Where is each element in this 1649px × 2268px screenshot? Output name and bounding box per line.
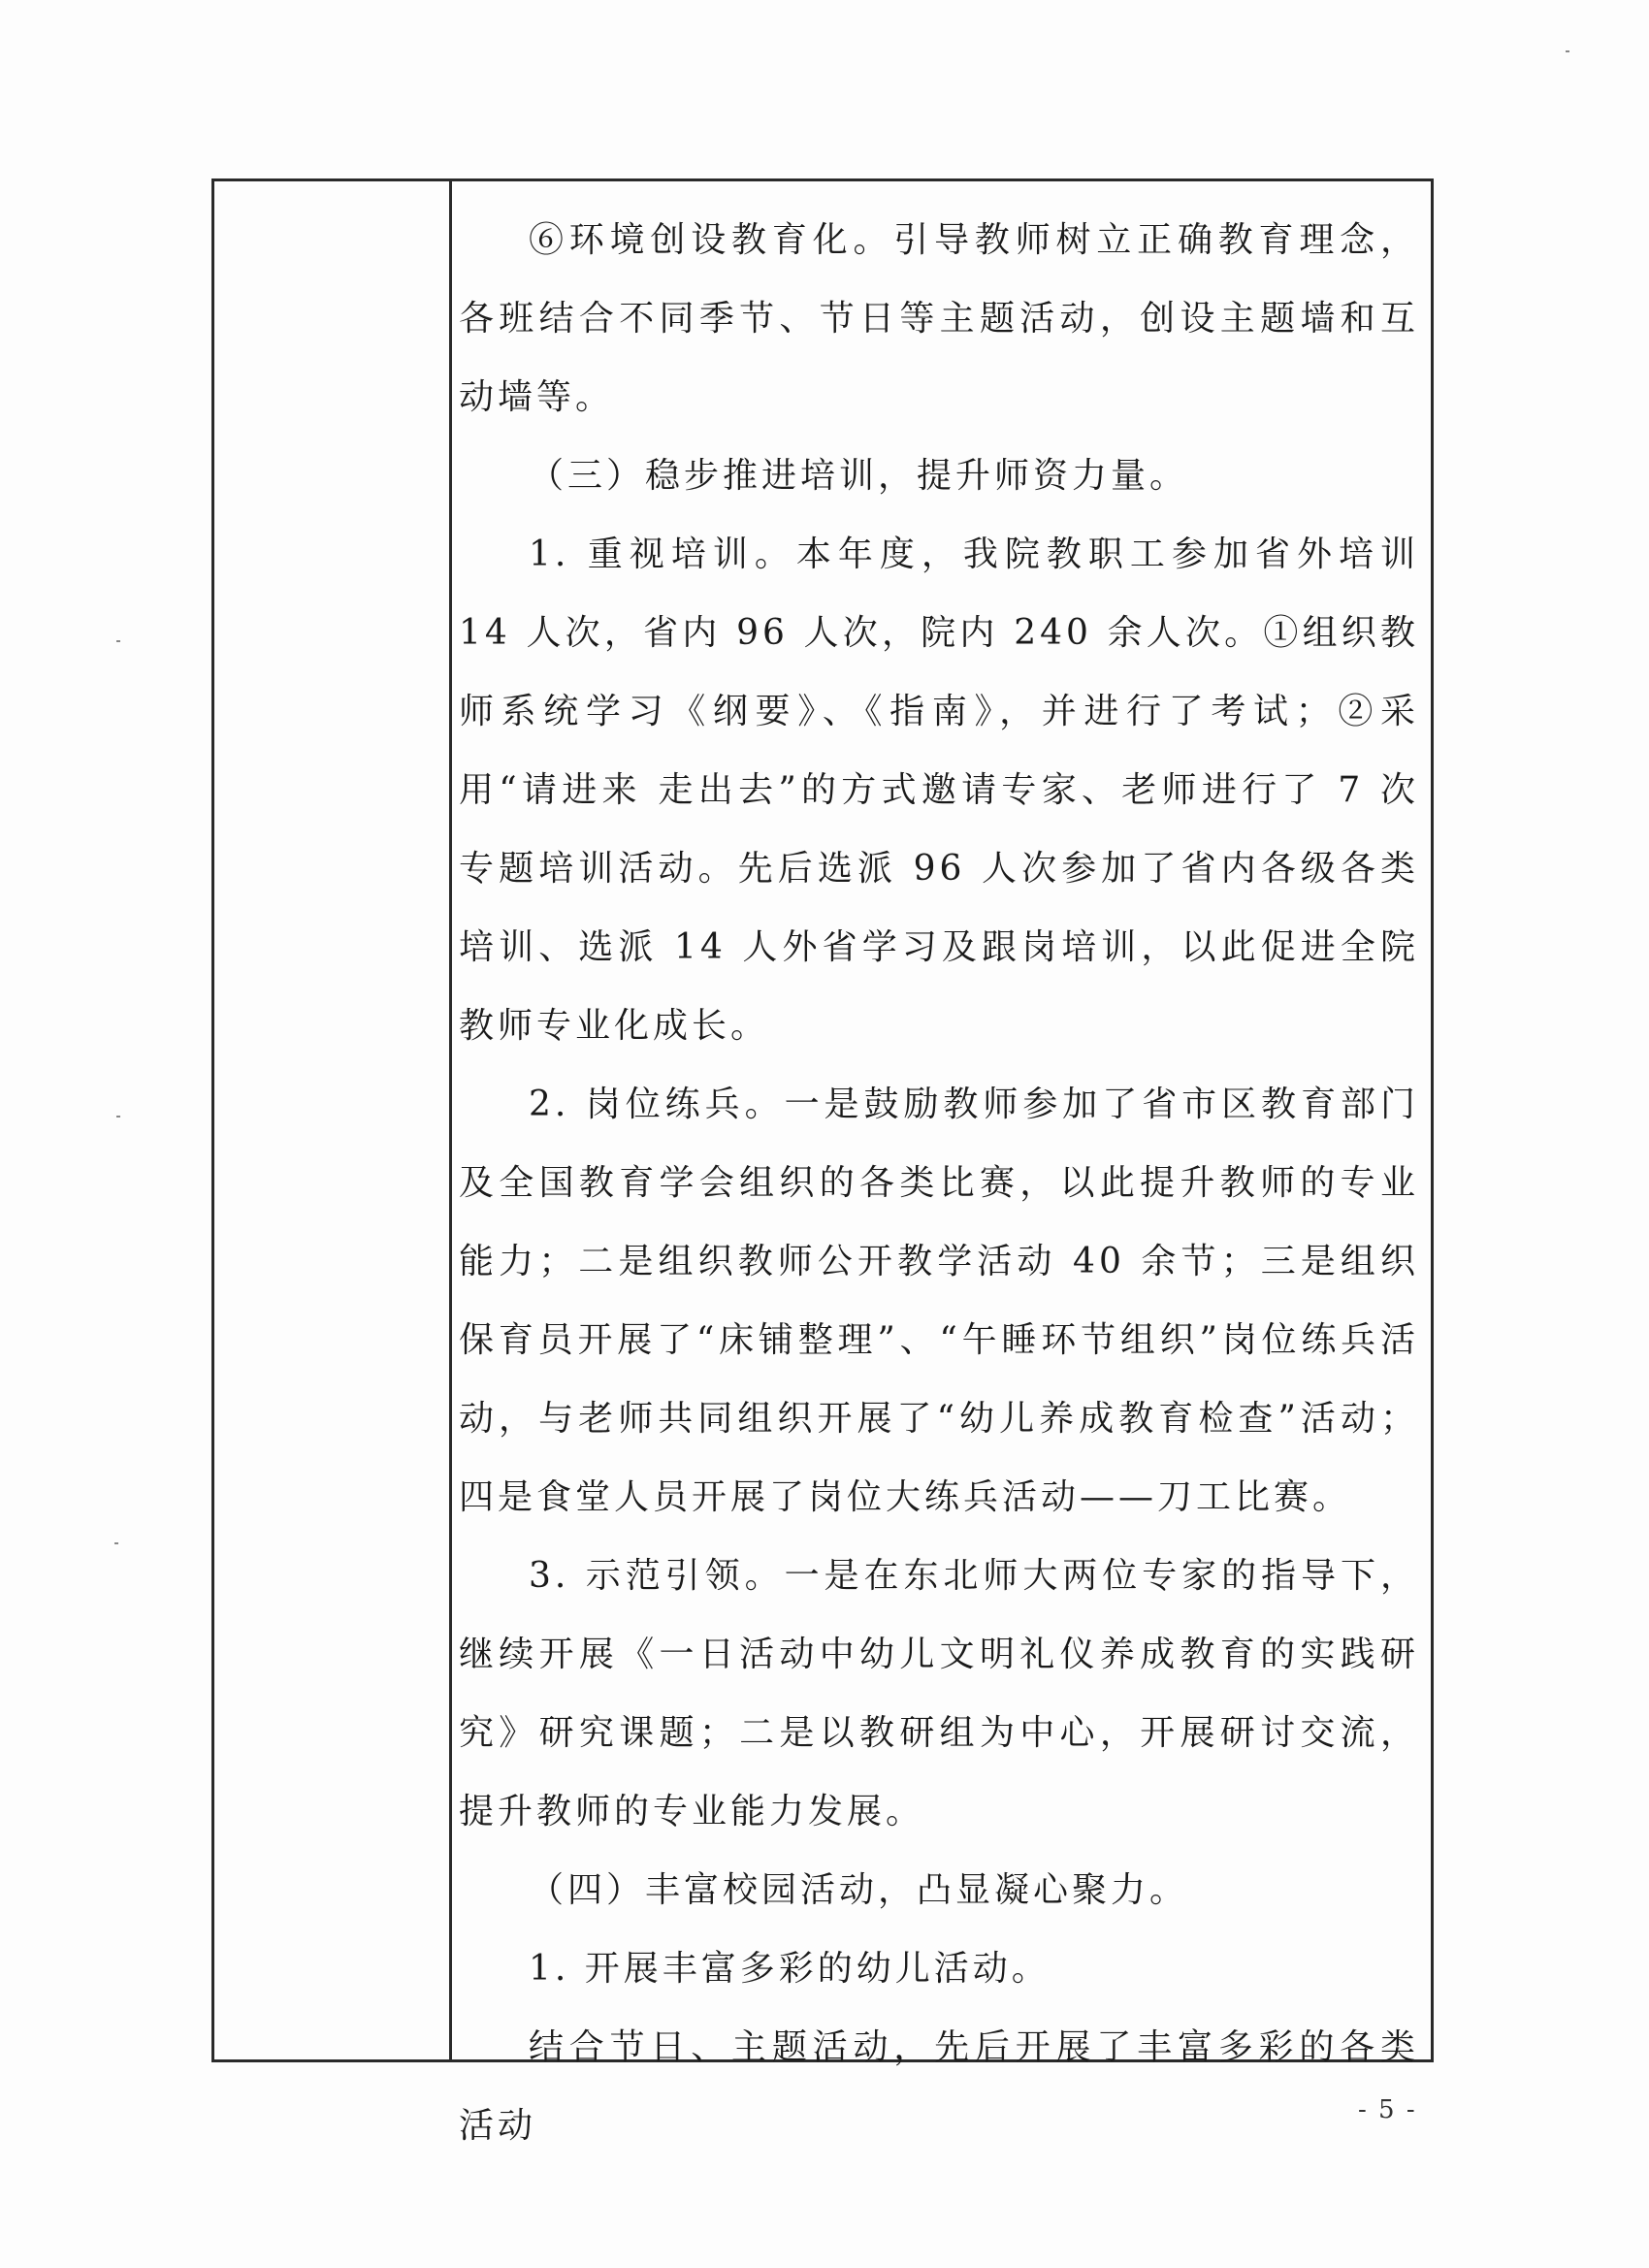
paragraph-training: 1. 重视培训。本年度，我院教职工参加省外培训 14 人次，省内 96 人次，院内 240 余人次。①组织教师系统学习《纲要》、《指南》，并进行了考试；②采用“请进来 走出去”的方式邀请专家、老师进行了 7 次专题培训活动。先后选派 96 人次参加了省内各级各类培训、选派 14 人外省学习及跟岗培训，以此促进全院教师专业化成长。 (459, 535, 1419, 1046)
scan-speck (116, 1116, 120, 1118)
paragraph-environment: ⑥环境创设教育化。引导教师树立正确教育理念，各班结合不同季节、节日等主题活动，创设主题墙和互动墙等。 (459, 220, 1419, 417)
scan-speck (114, 1542, 118, 1544)
paragraph-demonstration: 3. 示范引领。一是在东北师大两位专家的指导下，继续开展《一日活动中幼儿文明礼仪养成教育的实践研究》研究课题；二是以教研组为中心，开展研讨交流，提升教师的专业能力发展。 (459, 1556, 1419, 1831)
paragraph-job-practice: 2. 岗位练兵。一是鼓励教师参加了省市区教育部门及全国教育学会组织的各类比赛，以此提升教师的专业能力；二是组织教师公开教学活动 40 余节；三是组织保育员开展了“床铺整理”、“午睡环节组织”岗位练兵活动，与老师共同组织开展了“幼儿养成教育检查”活动；四是食堂人员开展了岗位大练兵活动——刀工比赛。 (459, 1085, 1419, 1517)
heading-campus-activities: （四）丰富校园活动，凸显凝心聚力。 (529, 1870, 1189, 1910)
table-frame (211, 178, 1434, 2146)
heading-training: （三）稳步推进培训，提升师资力量。 (529, 456, 1189, 496)
scan-speck (1566, 50, 1569, 52)
column-divider (449, 181, 452, 2059)
paragraph-child-activities-heading: 1. 开展丰富多彩的幼儿活动。 (529, 1949, 1051, 1989)
scan-speck (116, 640, 120, 642)
table-content-cell (459, 201, 1419, 2165)
page-number: - 5 - (1358, 2095, 1417, 2124)
paragraph-child-activities: 结合节日、主题活动，先后开展了丰富多彩的各类活动 (459, 2027, 1419, 2146)
